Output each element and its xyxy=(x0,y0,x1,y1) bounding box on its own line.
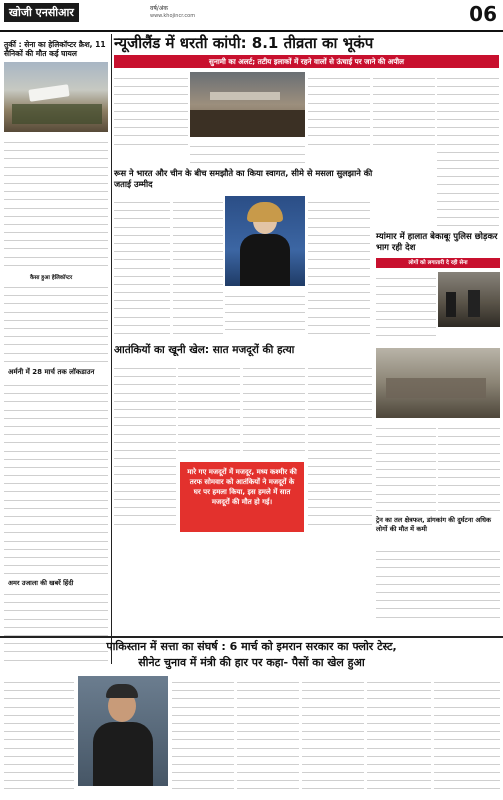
terror-col-3 xyxy=(243,362,305,457)
myanmar-col-3 xyxy=(438,422,500,512)
bottom-headline-1: पाकिस्तान में सत्ता का संघर्ष : 6 मार्च को इमरान सरकार का फ्लोर टेस्ट, xyxy=(106,640,397,653)
train-body xyxy=(376,545,500,625)
myanmar-headline: म्यांमार में हालात बेकाबूः पुलिस छोड़कर भाग रही देश xyxy=(376,232,498,253)
column-divider xyxy=(111,34,112,664)
left-sub3: अमर उजाला की खबरें हिंदी xyxy=(8,579,74,587)
left-sub1: कैसा हुआ हेलिकॉप्टर xyxy=(30,275,73,281)
main-story-caption xyxy=(190,140,305,164)
main-story-col-1 xyxy=(114,72,188,152)
left-story-body-3 xyxy=(4,379,108,579)
main-story-col-5 xyxy=(437,72,499,227)
imran-khan-photo xyxy=(78,676,168,786)
bottom-col-3 xyxy=(237,676,299,796)
terror-headline: आतंकियों का खूनी खेल: सात मजदूरों की हत्या xyxy=(114,344,295,356)
main-subhead: सुनामी का अलर्ट; तटीय इलाकों में रहने वालों से ऊंचाई पर जाने की अपील xyxy=(114,55,499,68)
main-story-col-3 xyxy=(308,72,370,152)
helicopter-crash-photo xyxy=(4,62,108,132)
myanmar-protest-photo xyxy=(438,272,500,327)
main-headline: न्यूजीलैंड में धरती कांपी: 8.1 तीव्रता का भूकंप xyxy=(114,34,374,52)
terror-col-1 xyxy=(114,362,176,532)
left-story-body-2 xyxy=(4,281,108,366)
earthquake-photo xyxy=(190,72,305,137)
left-story-body xyxy=(4,136,108,271)
russia-col-2 xyxy=(173,196,223,336)
terror-pull-quote: मारे गए मजदूरों में मजदूर, मध्य कश्मीर की तरफ सोमवार को आतंकियों ने मजदूरों के घर पर हमला किया, इस हमले में सात मजदूरों की मौत हो गई। xyxy=(180,462,304,532)
masthead-meta: वर्ष/अंक xyxy=(150,5,169,12)
myanmar-col-2 xyxy=(376,422,436,512)
bottom-col-6 xyxy=(434,676,500,796)
left-story-headline: तुर्की : सेना का हेलिकॉप्टर क्रैश, 11 सैनिकों की मौत कई घायल xyxy=(4,40,106,58)
newspaper-logo: खोजी एनसीआर xyxy=(4,3,79,22)
bottom-divider xyxy=(0,636,503,638)
terror-col-4 xyxy=(308,362,372,532)
masthead-web: www.khojincr.com xyxy=(150,13,196,19)
russia-spokesperson-photo xyxy=(225,196,305,286)
masthead xyxy=(0,0,503,32)
bottom-col-4 xyxy=(302,676,364,796)
left-sub2: अर्मनी में 28 मार्च तक लॉकडाउन xyxy=(8,368,95,376)
russia-col-3 xyxy=(225,290,305,336)
main-story-col-4 xyxy=(373,72,435,152)
russia-col-4 xyxy=(308,196,370,336)
bottom-col-2 xyxy=(172,676,234,796)
train-headline: ट्रेन का तल क्षेत्रफल, डांगकांग की दुर्घटना अधिक लोगों की मौत में कमी xyxy=(376,516,491,533)
myanmar-subhead: लोगों को लगातारी दे रही सेना xyxy=(376,258,500,268)
terror-col-2 xyxy=(178,362,240,457)
russia-col-1 xyxy=(114,196,170,336)
myanmar-street-photo xyxy=(376,348,500,418)
myanmar-col-1 xyxy=(376,272,436,342)
bottom-headline-2: सीनेट चुनाव में मंत्री की हार पर कहा- पैसों का खेल हुआ xyxy=(138,656,365,669)
bottom-col-1 xyxy=(4,676,74,796)
russia-headline: रूस ने भारत और चीन के बीच समझौते का किया स्वागत, सीमे से मसला सुलझाने की जताई उम्मीद xyxy=(114,168,373,189)
page-number: 06 xyxy=(469,2,497,26)
bottom-col-5 xyxy=(367,676,431,796)
